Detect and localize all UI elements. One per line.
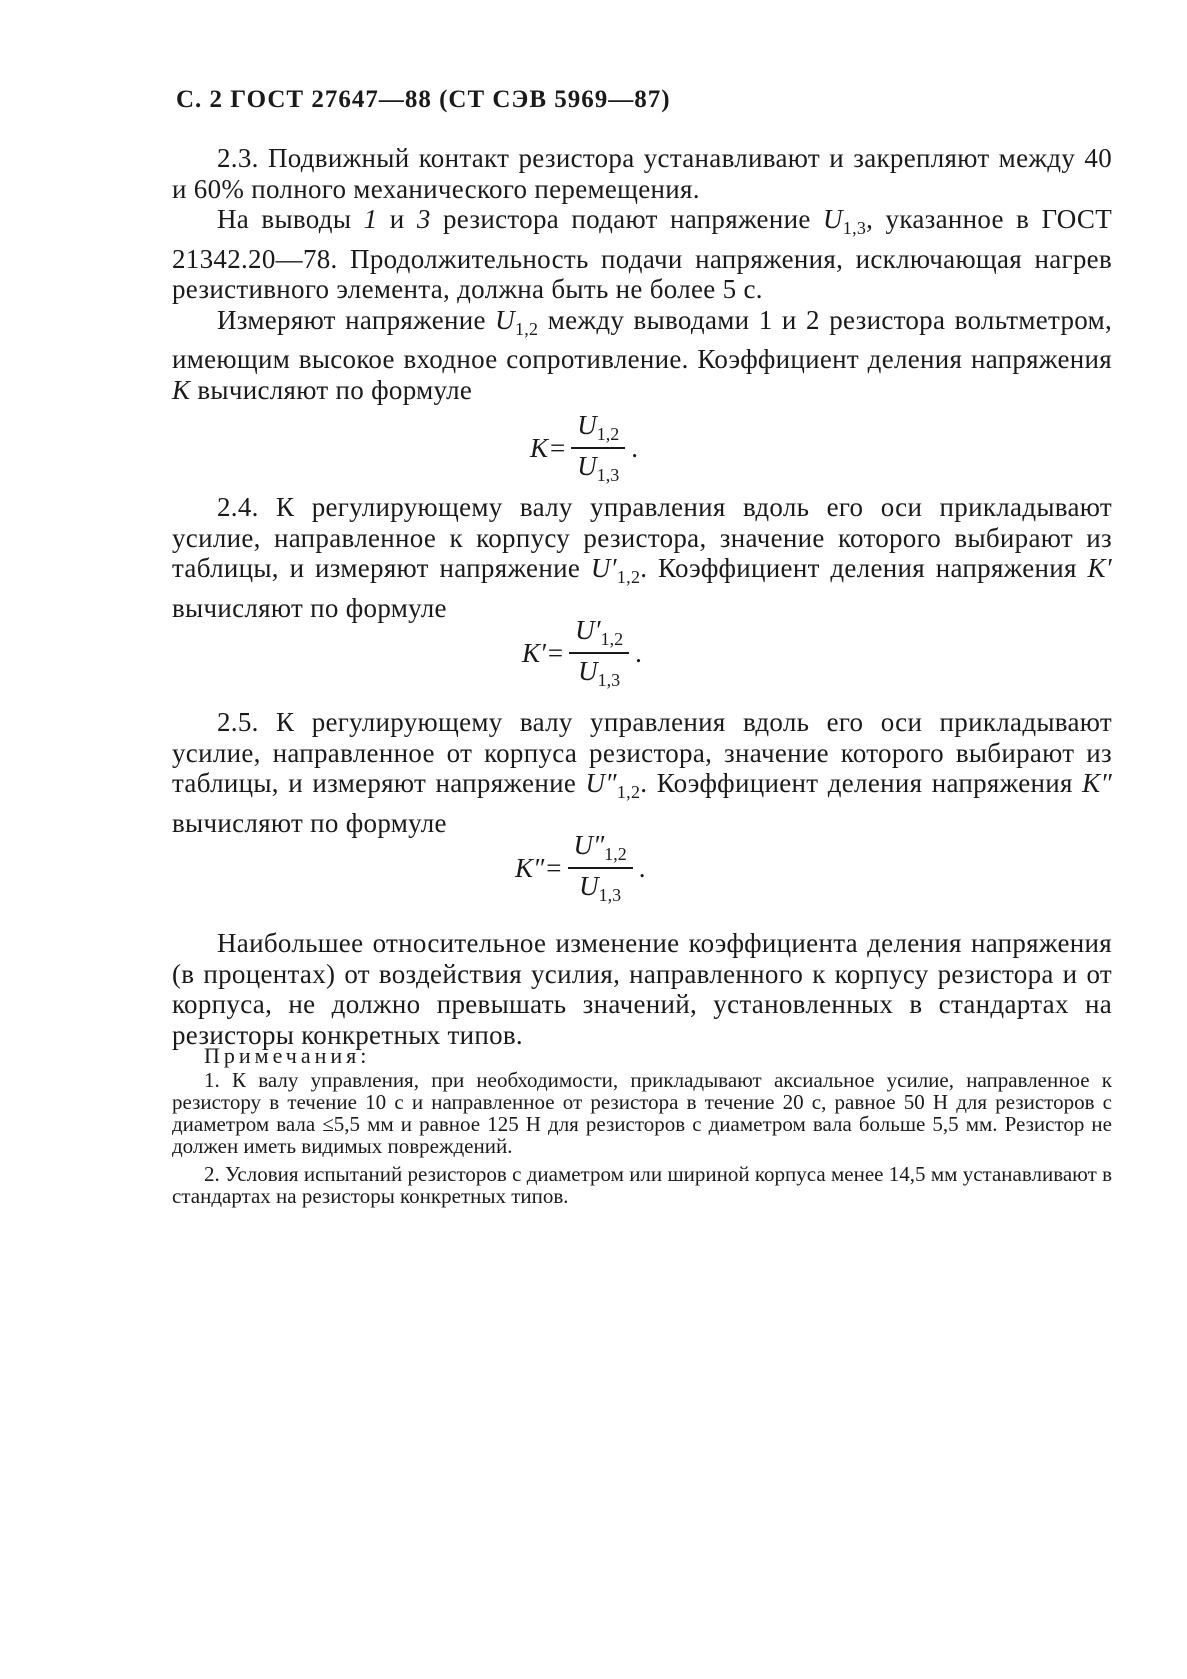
text: . Коэффициент деления напряжения [640,553,1088,583]
symbol-k-prime: K′ [1087,553,1113,583]
subscript: 1,3 [842,218,867,238]
numerator [569,615,629,654]
symbol-u: U [579,871,599,901]
conclusion-paragraph: Наибольшее относительное изменение коэффициента деления напряжения (в процентах) от воздействия усилия, направленного к корпусу резистора и от корпуса, не должно превышать значений, установленных в стандартах на резисторы конкретных типов. [172,928,1112,1050]
denominator [572,654,626,691]
terminal-1: 1 [363,204,378,234]
subscript: 1,3 [597,670,621,690]
symbol-u-double-prime: U″ [585,768,617,798]
symbol-u: U [577,451,597,481]
subscript: 1,3 [598,885,622,905]
formula-k-double-prime [515,830,646,906]
subscript: 1,2 [600,629,624,649]
text: и [377,204,417,234]
text: вычисляют по формуле [172,592,447,623]
paragraph-2-3-measure [172,305,1112,406]
fraction [569,615,629,691]
denominator [571,449,625,486]
text: , указанное в ГОСТ 21342.20—78. Продолжительность подачи напряжения, исключающая нагрев резистивного элемента, должна быть не более 5 с. [172,204,1112,304]
equals-sign: = [547,637,564,668]
formula-lhs: K′ [522,637,546,668]
page-header: С. 2 ГОСТ 27647—88 (СТ СЭВ 5969—87) [176,86,671,113]
subscript: 1,2 [616,782,641,802]
note-2: 2. Условия испытаний резисторов с диаметром или шириной корпуса менее 14,5 мм устанавливают в стандартах на резисторы конкретных типов. [172,1162,1112,1208]
symbol-u: U [577,410,597,440]
notes-block [172,1045,1112,1213]
text: . Коэффициент деления напряжения [640,768,1083,798]
paragraph-2-4 [172,492,1112,623]
symbol-u: U [822,204,843,234]
symbol-k: K [172,374,191,405]
text: вычисляют по формуле [190,374,473,405]
text: 2.5. К регулирующему валу управления вдоль его оси прикладывают усилие, направленное от корпуса резистора, значение которого выбирают из таблицы, и измеряют напряжение [172,707,1112,798]
denominator [573,869,627,906]
period: . [635,637,642,668]
terminal-3: 3 [416,204,431,234]
equals-sign: = [550,432,566,463]
formula-lhs: K [530,432,549,463]
paragraph-2-3-intro: 2.3. Подвижный контакт резистора устанавливают и закрепляют между 40 и 60% полного механического перемещения. [172,143,1112,204]
section-2-4 [172,492,1112,623]
symbol-u: U [495,304,515,335]
note-1: 1. К валу управления, при необходимости, прикладывают аксиальное усилие, направленное к резистору в течение 10 с и направленное от резистора в течение 20 с, равное 50 Н для резисторов с диаметром вала ≤5,5 мм и равное 125 Н для резисторов с диаметром вала больше 5,5 мм. Резистор не должен иметь видимых повреждений. [172,1068,1112,1158]
text: Измеряют напряжение [217,304,496,335]
subscript: 1,2 [604,844,627,864]
subscript: 1,3 [596,465,620,485]
period: . [638,852,646,883]
text: 2.4. К регулирующему валу управления вдоль его оси прикладывают усилие, направленное к корпусу резистора, значение которого выбирают из таблицы, и измеряют напряжение [172,492,1112,583]
symbol-u-prime: U′ [575,615,601,645]
equals-sign: = [546,852,562,883]
text: резистора подают напряжение [430,204,823,234]
symbol-k-double-prime: K″ [1082,768,1113,798]
subscript: 1,2 [514,318,539,339]
symbol-u-double-prime: U″ [573,830,605,860]
symbol-u: U [578,656,598,686]
fraction [568,830,633,906]
conclusion-block [172,928,1112,1050]
text: между выводами 1 и 2 резистора вольтметром, имеющим высокое входное сопротивление. Коэффициент деления напряжения [172,304,1113,374]
fraction [571,410,625,486]
numerator [568,830,633,869]
text: вычисляют по формуле [172,807,447,838]
subscript: 1,2 [596,424,620,444]
paragraph-2-3-voltage [172,204,1112,305]
paragraph-2-5 [172,707,1112,838]
formula-k-prime [522,615,642,691]
text: На выводы [217,204,364,234]
numerator [571,410,625,449]
symbol-u-prime: U′ [590,553,617,583]
notes-title: Примечания: [204,1043,371,1068]
formula-k [530,410,638,486]
formula-lhs: K″ [515,852,545,883]
section-2-5 [172,707,1112,838]
subscript: 1,2 [616,567,641,587]
section-2-3 [172,143,1112,405]
period: . [631,432,638,463]
